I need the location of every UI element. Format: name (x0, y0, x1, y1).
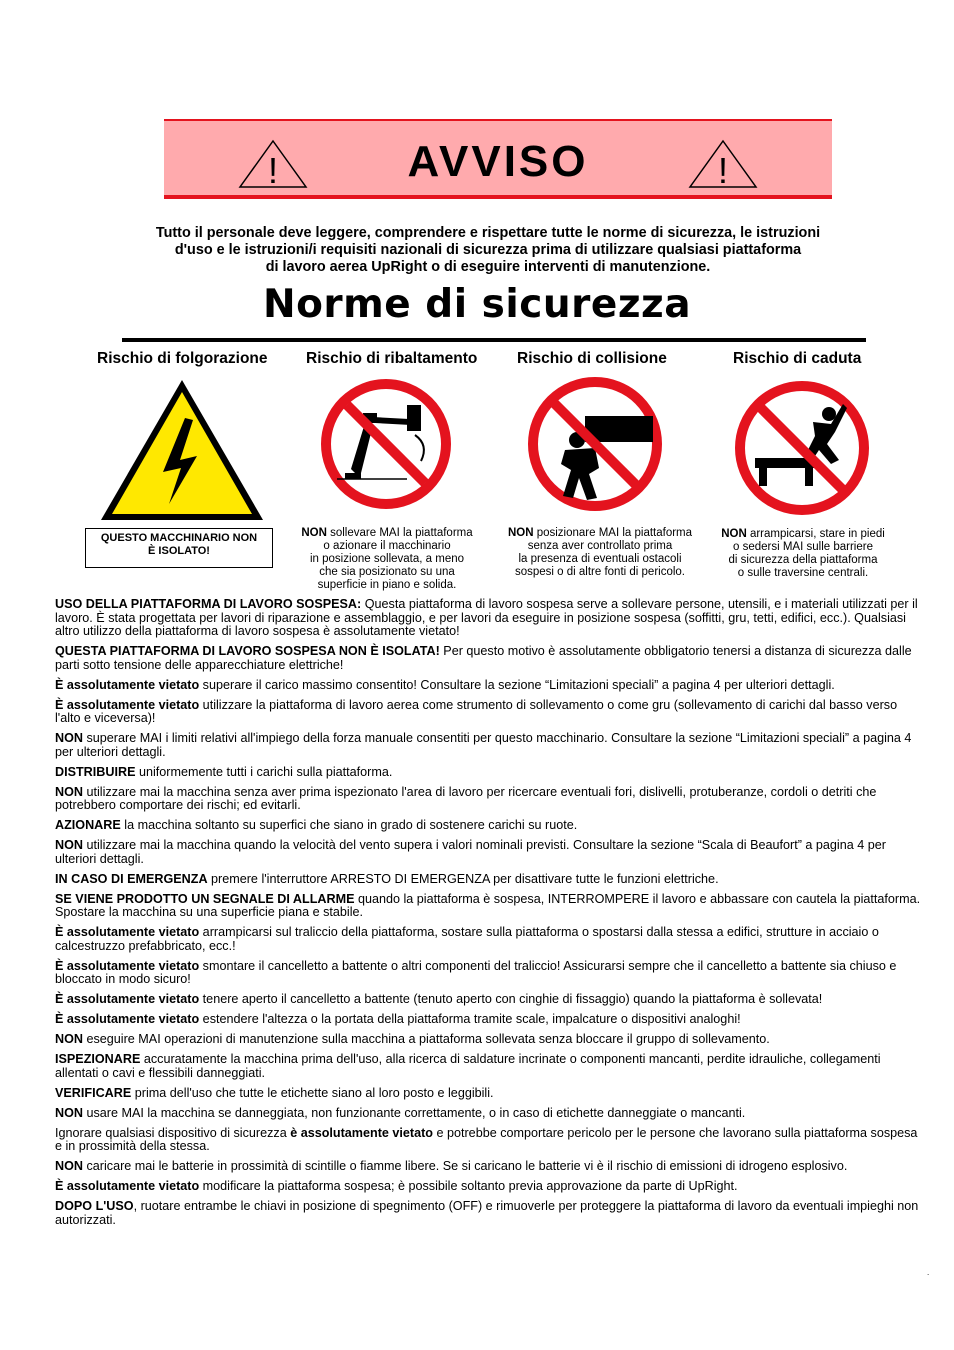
caption-lead: NON (301, 527, 327, 539)
caption-line: in posizione sollevata, a meno (309, 553, 465, 565)
caption-line: arrampicarsi, stare in piedi (746, 528, 885, 540)
warning-triangle-right-icon (688, 139, 758, 189)
hazard-title-fall: Rischio di caduta (733, 350, 862, 367)
warning-banner (164, 119, 832, 199)
rule-item: NON caricare mai le batterie in prossimità di scintille o fiamme libere. Se si caricano le batterie vi è il rischio di emissioni di idrogeno esplosivo. (55, 1159, 848, 1173)
caption-line: la presenza di eventuali ostacoli (518, 553, 682, 565)
rule-item: È assolutamente vietato arrampicarsi sul traliccio della piattaforma, sostare sulla piattaforma o spostarsi dalla stessa a edifici, strutture in acciaio o calcestruzzo prefabbricato, ecc.! (55, 925, 879, 953)
title-divider (122, 338, 866, 342)
intro-line: di lavoro aerea UpRight o di eseguire interventi di manutenzione. (265, 259, 711, 275)
warning-bang-right: ! (717, 150, 729, 189)
caption-line: o sulle traversine centrali. (737, 567, 869, 579)
caption-line: sollevare MAI la piattaforma (326, 527, 473, 539)
intro-line: d'uso e le istruzioni/i requisiti nazionali di sicurezza prima di utilizzare qualsiasi piattaforma (174, 242, 802, 258)
caption-line: posizionare MAI la piattaforma (533, 527, 693, 539)
banner-title: AVVISO (407, 137, 589, 186)
rule-item: IN CASO DI EMERGENZA premere l'interruttore ARRESTO DI EMERGENZA per disattivare tutte le funzioni elettriche. (55, 871, 719, 886)
caption-collision (495, 527, 705, 579)
rule-item: NON superare MAI i limiti relativi all'impiego della forza manuale consentiti per questo macchinario. Consultare la sezione “Limitazioni speciali” a pagina 4 per ulteriori dettagli. (55, 731, 912, 759)
rule-item: USO DELLA PIATTAFORMA DI LAVORO SOSPESA: Questa piattaforma di lavoro sospesa serve a sollevare persone, utensili, e i materiali utilizzati per il lavoro. È stata progettata per lavori di riparazione e assemblaggio, e per lavori da eseguire in posizione sospesa (soffitti, gru, tetti, edifici, ecc.). Qualsiasi altro utilizzo della piattaforma di lavoro sospesa è assolutamente vietato! (55, 597, 918, 638)
no-climbing-icon (731, 378, 873, 518)
caption-lead: NON (507, 527, 534, 539)
rule-item: DISTRIBUIRE uniformemente tutti i carichi sulla piattaforma. (55, 764, 393, 779)
caption-line: che sia posizionato su una (319, 566, 455, 578)
rule-item: NON usare MAI la macchina se danneggiata, non funzionante correttamente, o in caso di etichette danneggiate o mancanti. (55, 1105, 746, 1120)
footer-mark: . (927, 1268, 930, 1277)
caption-line: o sedersi MAI sulle barriere (733, 541, 873, 553)
intro-line: Tutto il personale deve leggere, comprendere e rispettare tutte le norme di sicurezza, le istruzioni (155, 225, 821, 241)
caption-line: sospesi o di altre fonti di pericolo. (514, 566, 686, 578)
intro-paragraph (110, 225, 866, 276)
no-tipping-icon (317, 375, 455, 513)
rule-item: È assolutamente vietato estendere l'altezza o la portata della piattaforma tramite scale, impalcature o dispositivi analoghi! (55, 1012, 741, 1026)
electric-shock-warning-icon (97, 376, 267, 524)
rule-item: ISPEZIONARE accuratamente la macchina prima dell'uso, alla ricerca di saldature incrinate o componenti mancanti, perdite idrauliche, collegamenti allentati o cavi e flessibili danneggiati. (55, 1052, 881, 1080)
rule-item: NON eseguire MAI operazioni di manutenzione sulla macchina a piattaforma sollevata senza bloccare il gruppo di sollevamento. (55, 1032, 770, 1046)
rule-item: QUESTA PIATTAFORMA DI LAVORO SOSPESA NON È ISOLATA! Per questo motivo è assolutamente obbligatorio tenersi a distanza di sicurezza dalle parti sotto tensione delle apparecchiature elettriche! (55, 644, 912, 672)
caption-lead: NON (721, 528, 747, 540)
notice-line: QUESTO MACCHINARIO NON (100, 532, 258, 544)
page-title: Norme di sicurezza (262, 282, 692, 327)
hazard-title-collision: Rischio di collisione (517, 350, 667, 367)
rule-item: VERIFICARE prima dell'uso che tutte le etichette siano al loro posto e leggibili. (55, 1085, 494, 1100)
rule-item: È assolutamente vietato modificare la piattaforma sospesa; è possibile soltanto previa approvazione da parte di UpRight. (55, 1179, 738, 1193)
rule-item: È assolutamente vietato tenere aperto il cancelletto a battente (tenuto aperto con cinghie di fissaggio) quando la piattaforma è sollevata! (55, 992, 823, 1006)
caption-line: di sicurezza della piattaforma (728, 554, 878, 566)
rule-item: SE VIENE PRODOTTO UN SEGNALE DI ALLARME quando la piattaforma è sospesa, INTERROMPERE il lavoro e abbassare con cautela la piattaforma. Spostare la macchina su una superficie piana e stabile. (55, 891, 921, 919)
notice-line: È ISOLATO! (148, 544, 210, 557)
caption-line: superficie in piano e solida. (317, 579, 457, 591)
caption-tipping (289, 527, 485, 592)
rule-item: Ignorare qualsiasi dispositivo di sicurezza è assolutamente vietato e potrebbe comportare pericolo per le persone che lavorano sulla piattaforma sospesa e in prossimità della stessa. (55, 1125, 918, 1153)
rule-item: È assolutamente vietato utilizzare la piattaforma di lavoro aerea come strumento di sollevamento o come gru (sollevamento di carichi dal basso verso l'alto e viceversa)! (55, 697, 898, 725)
safety-rules (55, 598, 925, 1234)
warning-bang-left: ! (267, 150, 279, 189)
hazard-title-electrocution: Rischio di folgorazione (97, 350, 268, 367)
rule-item: NON utilizzare mai la macchina quando la velocità del vento supera i valori nominali previsti. Consultare la sezione “Scala di Beaufort” a pagina 4 per ulteriori dettagli. (55, 838, 886, 866)
caption-line: o azionare il macchinario (323, 540, 451, 552)
rule-item: DOPO L'USO, ruotare entrambe le chiavi in posizione di spegnimento (OFF) e rimuoverle per proteggere la piattaforma di lavoro da eventuali impieghi non autorizzati. (55, 1199, 919, 1227)
caption-line: senza aver controllato prima (527, 540, 673, 552)
not-insulated-notice (85, 528, 273, 568)
no-collision-icon (525, 374, 670, 514)
rule-item: È assolutamente vietato superare il carico massimo consentito! Consultare la sezione “Limitazioni speciali” a pagina 4 per ulteriori dettagli. (55, 677, 835, 692)
hazard-title-tipping: Rischio di ribaltamento (306, 350, 478, 367)
rule-item: NON utilizzare mai la macchina senza aver prima ispezionato l'area di lavoro per ricercare eventuali fori, dislivelli, protuberanze, cordoli o detriti che potrebbero comportare dei rischi; ed evitarli. (55, 784, 877, 812)
rule-item: È assolutamente vietato smontare il cancelletto a battente o altri componenti del traliccio! Assicurarsi sempre che il cancelletto a battente sia chiuso e bloccato in modo sicuro! (55, 958, 897, 986)
rule-item: AZIONARE la macchina soltanto su superfici che siano in grado di sostenere carichi su ruote. (55, 818, 578, 832)
caption-fall (703, 528, 903, 580)
